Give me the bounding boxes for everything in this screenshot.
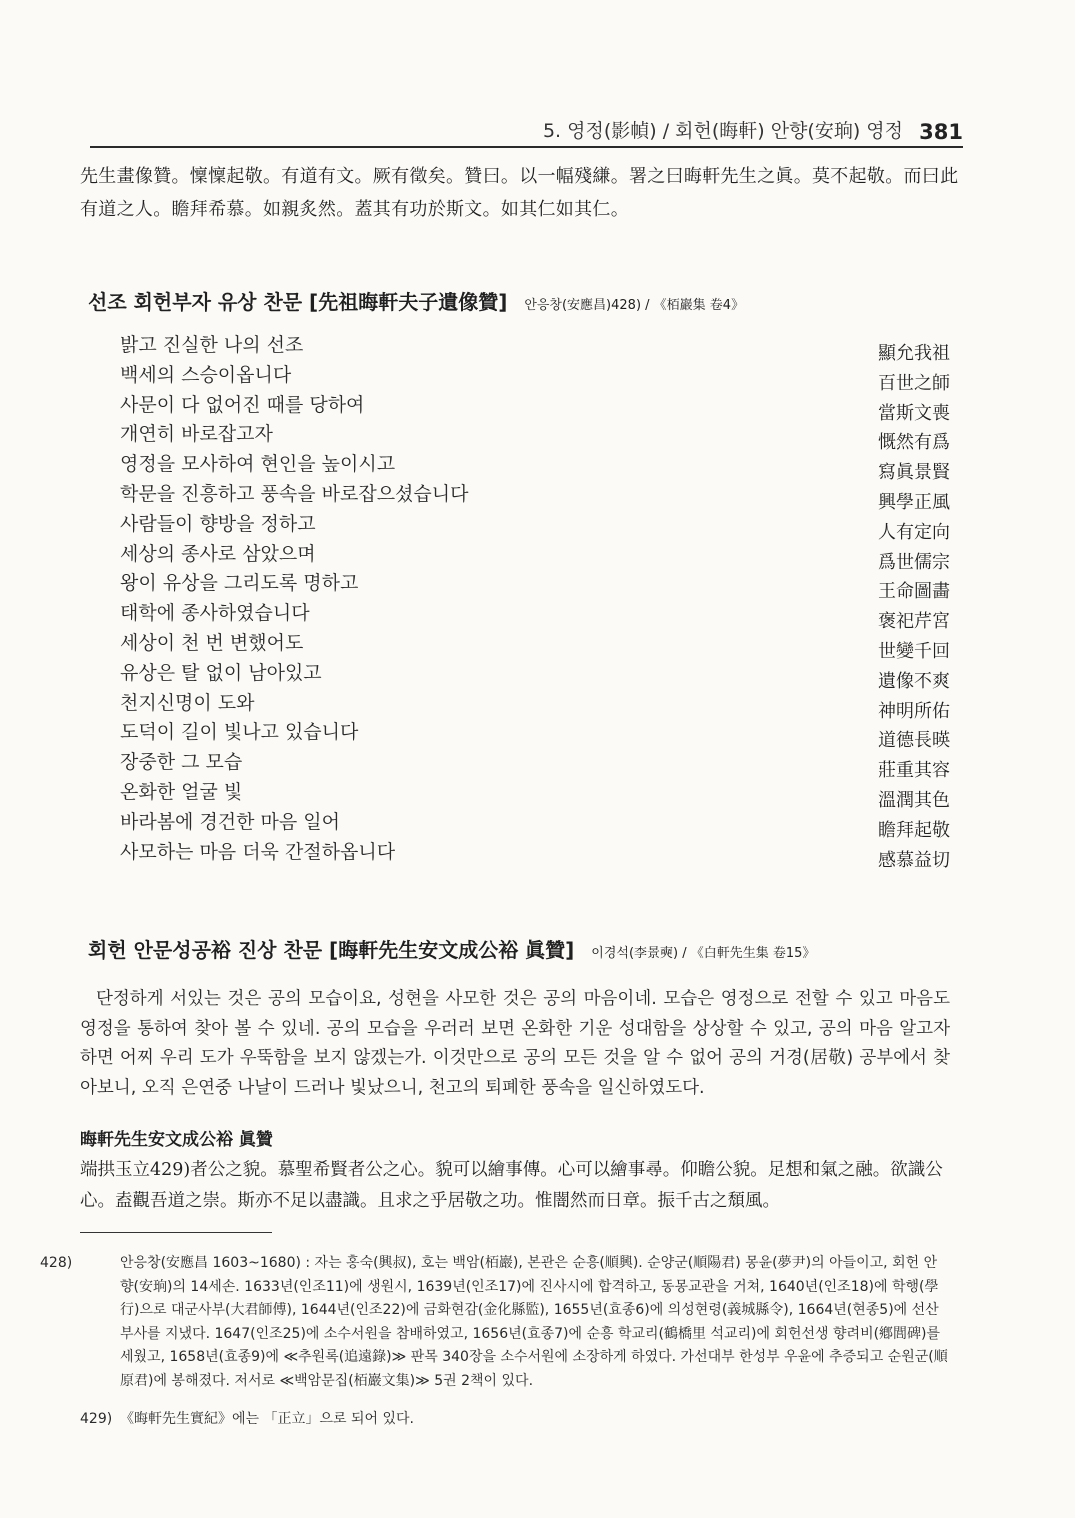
section2-source: 이경석(李景奭) / 《白軒先生集 卷15》 <box>591 946 816 961</box>
poem-line-korean: 세상이 천 번 변했어도 <box>120 631 304 654</box>
poem-line-chinese: 寫眞景賢 <box>878 462 950 484</box>
poem-row <box>120 479 950 513</box>
poem-row <box>120 598 950 633</box>
poem-row <box>120 539 950 573</box>
poem-line-chinese: 百世之師 <box>878 372 950 394</box>
poem-row <box>120 837 950 871</box>
poem-line-chinese: 神明所佑 <box>878 700 950 722</box>
poem-row <box>120 360 950 394</box>
poem-row <box>120 419 950 454</box>
poem-line-korean: 사문이 다 없어진 때를 당하여 <box>120 393 365 416</box>
section1-source: 안응창(安應昌)428) / 《栢巖集 卷4》 <box>524 298 745 313</box>
poem-row <box>120 777 950 811</box>
footnote-text: 안응창(安應昌 1603~1680) : 자는 홍숙(興叔), 호는 백암(栢巖), 본관은 순흥(順興). 순양군(順陽君) 몽윤(夢尹)의 아들이고, 회헌 안향(安珦)의 14세손. 1633년(인조11)에 생원시, 1639년(인조17)에 진사시에 합격하고, 동몽교관을 거쳐, 1640년(인조18)에 학행(學行)으로 대군사부(大君師傅), 1644년(인조22)에 금화현감(金化縣監), 1655년(효종6)에 의성현령(義城縣令), 1664년(현종5)에 선산부사를 지냈다. 1647(인조25)에 소수서원을 참배하였고, 1656년(효종7)에 순흥 학교리(鶴橋里 석교리)에 회헌선생 향려비(鄕閭碑)를 세웠고, 1658년(효종9)에 ≪추원록(追遠錄)≫ 판목 340장을 소수서원에 소장하게 하였다. 가선대부 한성부 우윤에 추증되고 순원군(順原君)에 봉해졌다. 저서로 ≪백암문집(栢巖文集)≫ 5권 2책이 있다. <box>120 1255 948 1389</box>
poem-line-korean: 장중한 그 모습 <box>120 751 243 774</box>
poem-line-korean: 사람들이 향방을 정하고 <box>120 512 316 535</box>
poem-line-chinese: 顯允我祖 <box>878 343 950 364</box>
poem-line-korean: 천지신명이 도와 <box>120 691 255 714</box>
poem-line-korean: 사모하는 마음 더욱 간절하옵니다 <box>120 840 396 863</box>
poem-line-chinese: 爲世儒宗 <box>878 551 950 573</box>
footnote-428 <box>40 1252 950 1393</box>
poem-row <box>120 509 950 543</box>
poem-line-korean: 밝고 진실한 나의 선조 <box>120 334 304 356</box>
poem-line-chinese: 興學正風 <box>878 491 950 513</box>
poem-row <box>120 807 950 841</box>
poem-line-chinese: 溫潤其色 <box>878 789 950 811</box>
section2-heading <box>88 934 988 963</box>
poem-line-chinese: 王命圖畵 <box>878 581 950 603</box>
poem-line-korean: 태학에 종사하였습니다 <box>120 602 310 625</box>
poem-row <box>120 717 950 752</box>
poem-block <box>120 330 950 871</box>
poem-line-korean: 유상은 탈 없이 남아있고 <box>120 661 322 684</box>
poem-line-chinese: 遺像不爽 <box>878 670 950 692</box>
poem-line-korean: 개연히 바로잡고자 <box>120 423 273 446</box>
section1-title: 선조 회헌부자 유상 찬문 [先祖晦軒夫子遺像贊] <box>88 290 508 314</box>
poem-line-korean: 백세의 스승이옵니다 <box>120 363 292 386</box>
footnote-number: 429) <box>80 1411 113 1427</box>
footnote-text: 《晦軒先生實紀》에는 「正立」으로 되어 있다. <box>120 1411 414 1427</box>
chinese-original-body: 端拱玉立429)者公之貌。慕聖希賢者公之心。貌可以繪事傳。心可以繪事尋。仰瞻公貌。足想和氣之融。欲識公心。盍觀吾道之崇。斯亦不足以盡識。且求之乎居敬之功。惟闇然而日章。振千古之頹風。 <box>80 1160 943 1211</box>
footnote-divider <box>80 1232 272 1233</box>
poem-line-korean: 도덕이 길이 빛나고 있습니다 <box>120 721 359 744</box>
header-title: 5. 영정(影幀) / 회헌(晦軒) 안향(安珦) 영정 <box>542 120 903 142</box>
poem-line-chinese: 感慕益切 <box>878 849 950 871</box>
poem-line-korean: 학문을 진흥하고 풍속을 바로잡으셨습니다 <box>120 482 469 505</box>
poem-line-korean: 온화한 얼굴 빛 <box>120 780 243 803</box>
section1-heading <box>88 286 988 315</box>
section2-title: 회헌 안문성공裕 진상 찬문 [晦軒先生安文成公裕 眞贊] <box>88 938 575 962</box>
intro-chinese-text: 先生畫像贊。懍懍起敬。有道有文。厥有徵矣。贊曰。以一幅殘縑。署之曰晦軒先生之眞。莫不起敬。而曰此有道之人。瞻拜希慕。如親炙然。蓋其有功於斯文。如其仁如其仁。 <box>80 166 959 220</box>
footnote-429 <box>80 1408 950 1432</box>
poem-row <box>120 390 950 424</box>
poem-line-chinese: 褒祀芹宮 <box>878 611 950 633</box>
poem-line-korean: 바라봄에 경건한 마음 일어 <box>120 810 341 833</box>
poem-line-chinese: 人有定向 <box>878 521 950 543</box>
poem-row <box>120 747 950 782</box>
poem-line-chinese: 當斯文喪 <box>878 402 950 424</box>
chinese-original-title: 晦軒先生安文成公裕 眞贊 <box>80 1130 273 1150</box>
poem-row <box>120 688 950 722</box>
footnote-number: 428) <box>40 1255 73 1271</box>
poem-line-chinese: 莊重其容 <box>878 760 950 782</box>
page-number: 381 <box>919 120 963 144</box>
poem-line-chinese: 瞻拜起敬 <box>878 819 950 841</box>
poem-row <box>120 449 950 484</box>
poem-line-korean: 왕이 유상을 그리도록 명하고 <box>120 572 359 595</box>
poem-line-korean: 영정을 모사하여 현인을 높이시고 <box>120 453 396 476</box>
poem-line-korean: 세상의 종사로 삼았으며 <box>120 542 316 565</box>
poem-line-chinese: 慨然有爲 <box>878 432 950 454</box>
poem-row <box>120 568 950 603</box>
poem-row <box>120 330 950 364</box>
poem-row <box>120 658 950 692</box>
poem-line-chinese: 世變千回 <box>878 640 950 662</box>
poem-line-chinese: 道德長暎 <box>878 730 950 752</box>
korean-prose: 단정하게 서있는 것은 공의 모습이요, 성현을 사모한 것은 공의 마음이네. 모습은 영정으로 전할 수 있고 마음도 영정을 통하여 찾아 볼 수 있네. 공의 모습을 우러러 보면 온화한 기운 성대함을 상상할 수 있고, 공의 마음 알고자 하면 어찌 우리 도가 우뚝함을 보지 않겠는가. 이것만으로 공의 모든 것을 알 수 없어 공의 거경(居敬) 공부에서 찾아보니, 오직 은연중 나날이 드러나 빛났으니, 천고의 퇴폐한 풍속을 일신하였도다. <box>80 989 950 1098</box>
running-header <box>90 114 963 148</box>
poem-row <box>120 628 950 662</box>
